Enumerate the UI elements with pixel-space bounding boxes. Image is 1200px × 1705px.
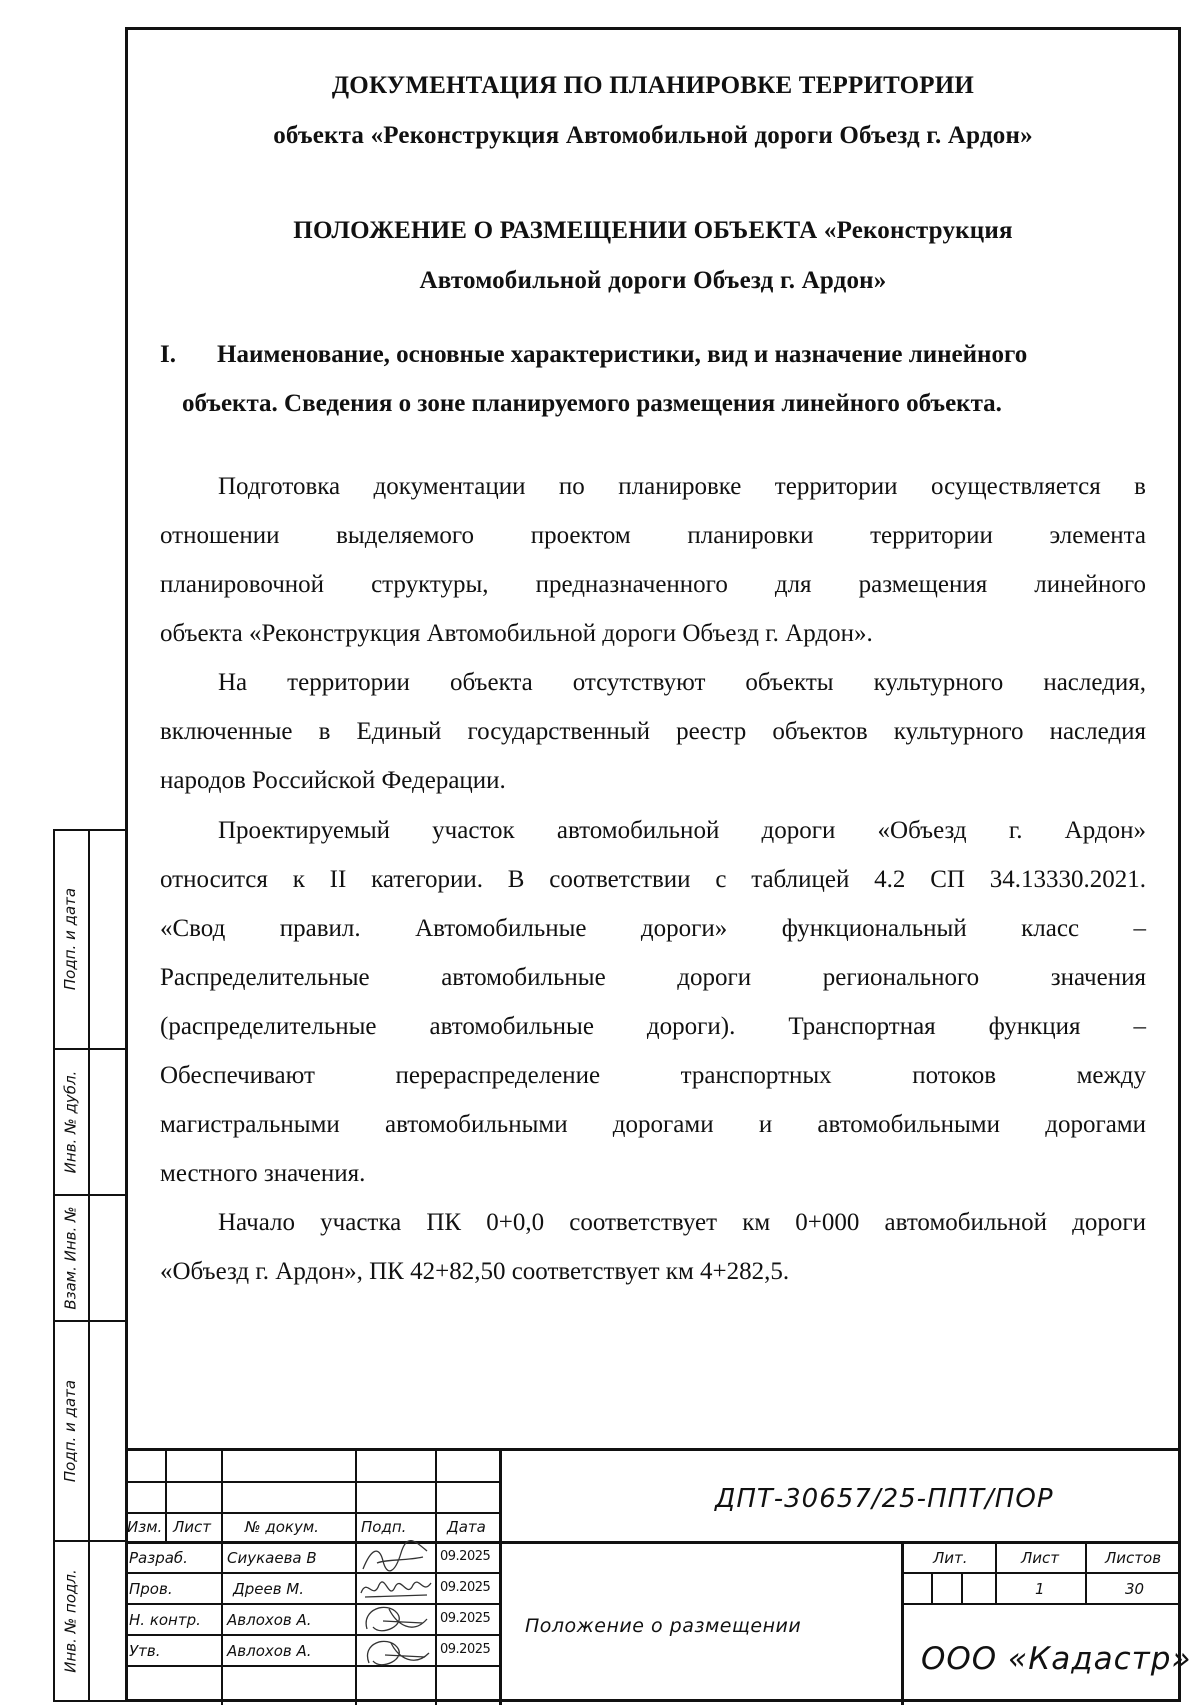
row-date-razrab: 09.2025 bbox=[440, 1549, 491, 1564]
paragraph-line: «Объезд г. Ардон», ПК 42+82,50 соответствует км 4+282,5. bbox=[160, 1258, 790, 1285]
row-date-utv: 09.2025 bbox=[440, 1642, 491, 1657]
document-title: ДОКУМЕНТАЦИЯ ПО ПЛАНИРОВКЕ ТЕРРИТОРИИ bbox=[331, 72, 975, 99]
document-short-title: Положение о размещении bbox=[525, 1615, 802, 1637]
row-date-nkontr: 09.2025 bbox=[440, 1611, 491, 1626]
row-role-nkontr: Н. контр. bbox=[129, 1611, 201, 1629]
paragraph-line: народов Российской Федерации. bbox=[160, 767, 506, 794]
signature-utv bbox=[357, 1631, 435, 1673]
paragraph-3 bbox=[160, 806, 1146, 1198]
side-label-sign-date-bottom: Подп. и дата bbox=[61, 1379, 80, 1483]
paragraph-line: На территории объекта отсутствуют объекты культурного наследия, bbox=[218, 669, 1146, 696]
row-role-utv: Утв. bbox=[129, 1642, 161, 1660]
paragraph-1 bbox=[160, 462, 1146, 658]
row-name-razrab: Сиукаева В bbox=[227, 1549, 317, 1567]
paragraph-line: Обеспечивают перераспределение транспортных потоков между bbox=[160, 1062, 1146, 1089]
company-name: ООО «Кадастр» bbox=[921, 1641, 1192, 1677]
sheet-number: 1 bbox=[1035, 1580, 1045, 1598]
header-list: Лист bbox=[173, 1518, 212, 1536]
paragraph-line: объекта «Реконструкция Автомобильной дороги Объезд г. Ардон». bbox=[160, 620, 873, 647]
section-heading-line2: объекта. Сведения о зоне планируемого размещения линейного объекта. bbox=[182, 390, 1002, 417]
paragraph-line: Подготовка документации по планировке территории осуществляется в bbox=[218, 473, 1146, 500]
row-date-prov: 09.2025 bbox=[440, 1580, 491, 1595]
side-label-vzam-inv: Взам. Инв. № bbox=[61, 1206, 80, 1310]
side-label-inv-podl: Инв. № подл. bbox=[61, 1569, 80, 1673]
paragraph-line: местного значения. bbox=[160, 1160, 366, 1187]
paragraph-line: отношении выделяемого проектом планировки территории элемента bbox=[160, 522, 1146, 549]
row-role-prov: Пров. bbox=[129, 1580, 173, 1598]
row-name-utv: Авлохов А. bbox=[227, 1642, 312, 1660]
paragraph-line: включенные в Единый государственный реестр объектов культурного наследия bbox=[160, 718, 1146, 745]
paragraph-4 bbox=[160, 1198, 1146, 1296]
row-role-razrab: Разраб. bbox=[129, 1549, 188, 1567]
paragraph-line: «Свод правил. Автомобильные дороги» функциональный класс – bbox=[160, 915, 1146, 942]
paragraph-line: Распределительные автомобильные дороги регионального значения bbox=[160, 964, 1146, 991]
section-number: I. bbox=[160, 341, 176, 368]
header-doc-no: № докум. bbox=[245, 1518, 319, 1536]
paragraph-line: (распределительные автомобильные дороги). Транспортная функция – bbox=[160, 1013, 1146, 1040]
lit-label: Лит. bbox=[933, 1549, 968, 1567]
side-label-sign-date-top: Подп. и дата bbox=[61, 887, 80, 990]
row-name-nkontr: Авлохов А. bbox=[227, 1611, 312, 1629]
sheets-total: 30 bbox=[1125, 1580, 1145, 1598]
side-label-inv-dubl: Инв. № дубл. bbox=[61, 1070, 80, 1174]
paragraph-line: магистральными автомобильными дорогами и автомобильными дорогами bbox=[160, 1111, 1146, 1138]
section-heading-line1: Наименование, основные характеристики, вид и назначение линейного bbox=[217, 341, 1028, 368]
row-name-prov: Дреев М. bbox=[233, 1580, 305, 1598]
paragraph-line: относится к II категории. В соответствии с таблицей 4.2 СП 34.13330.2021. bbox=[160, 866, 1146, 893]
sheet-label: Лист bbox=[1021, 1549, 1060, 1567]
paragraph-line: Начало участка ПК 0+0,0 соответствует км 0+000 автомобильной дороги bbox=[218, 1209, 1146, 1236]
title-block bbox=[125, 1448, 1192, 1705]
section-title-line1: ПОЛОЖЕНИЕ О РАЗМЕЩЕНИИ ОБЪЕКТА «Реконструкция bbox=[293, 217, 1013, 244]
header-izm: Изм. bbox=[127, 1518, 163, 1536]
paragraph-line: Проектируемый участок автомобильной дороги «Объезд г. Ардон» bbox=[218, 817, 1146, 844]
section-title-line2: Автомобильной дороги Объезд г. Ардон» bbox=[419, 267, 887, 294]
document-code: ДПТ-30657/25-ППТ/ПОР bbox=[715, 1484, 1054, 1514]
header-podp: Подп. bbox=[361, 1518, 407, 1536]
document-subtitle-object: объекта «Реконструкция Автомобильной дороги Объезд г. Ардон» bbox=[273, 122, 1033, 149]
header-date: Дата bbox=[447, 1518, 486, 1536]
paragraph-line: планировочной структуры, предназначенного для размещения линейного bbox=[160, 571, 1146, 598]
sheets-label: Листов bbox=[1105, 1549, 1162, 1567]
paragraph-2 bbox=[160, 658, 1146, 805]
